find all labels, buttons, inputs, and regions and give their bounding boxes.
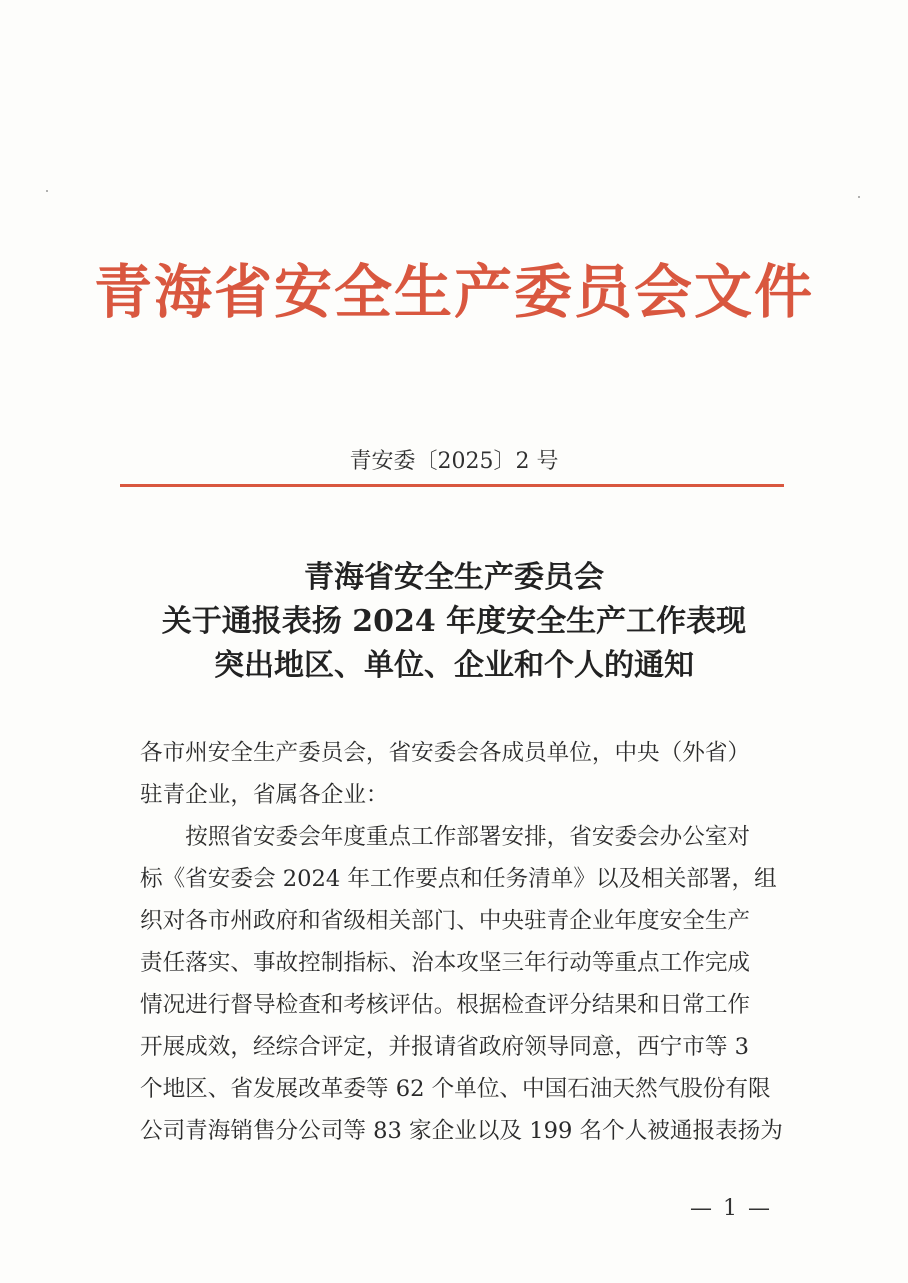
body-line-8: 开展成效，经综合评定，并报请省政府领导同意，西宁市等 3 (140, 1034, 749, 1060)
notice-title (0, 556, 908, 688)
body-line-2: 驻青企业，省属各企业： (140, 782, 389, 808)
body-line-3: 按照省安委会年度重点工作部署安排，省安委会办公室对 (140, 824, 751, 850)
body-line-9: 个地区、省发展改革委等 62 个单位、中国石油天然气股份有限 (140, 1076, 771, 1102)
body-line-4: 标《省安委会 2024 年工作要点和任务清单》以及相关部署，组 (140, 866, 777, 892)
scan-speck (46, 190, 48, 192)
red-divider-line (120, 484, 784, 487)
notice-title-line-2: 关于通报表扬 2024 年度安全生产工作表现 (161, 604, 747, 639)
body-line-5: 织对各市州政府和省级相关部门、中央驻青企业年度安全生产 (140, 908, 751, 934)
body-line-10: 公司青海销售分公司等 83 家企业以及 199 名个人被通报表扬为 (140, 1118, 783, 1144)
body-line-6: 责任落实、事故控制指标、治本攻坚三年行动等重点工作完成 (140, 950, 751, 976)
body-line-1: 各市州安全生产委员会，省安委会各成员单位，中央（外省） (140, 740, 751, 766)
notice-title-line-1: 青海省安全生产委员会 (304, 560, 604, 595)
body-line-7: 情况进行督导检查和考核评估。根据检查评分结果和日常工作 (140, 992, 751, 1018)
scan-speck (858, 196, 860, 198)
document-number: 青安委〔2025〕2 号 (349, 449, 559, 474)
notice-body (140, 732, 783, 1152)
notice-title-line-3: 突出地区、单位、企业和个人的通知 (214, 648, 694, 683)
document-header-title: 青海省安全生产委员会文件 (93, 258, 814, 326)
page-number: — 1 — (690, 1196, 772, 1221)
